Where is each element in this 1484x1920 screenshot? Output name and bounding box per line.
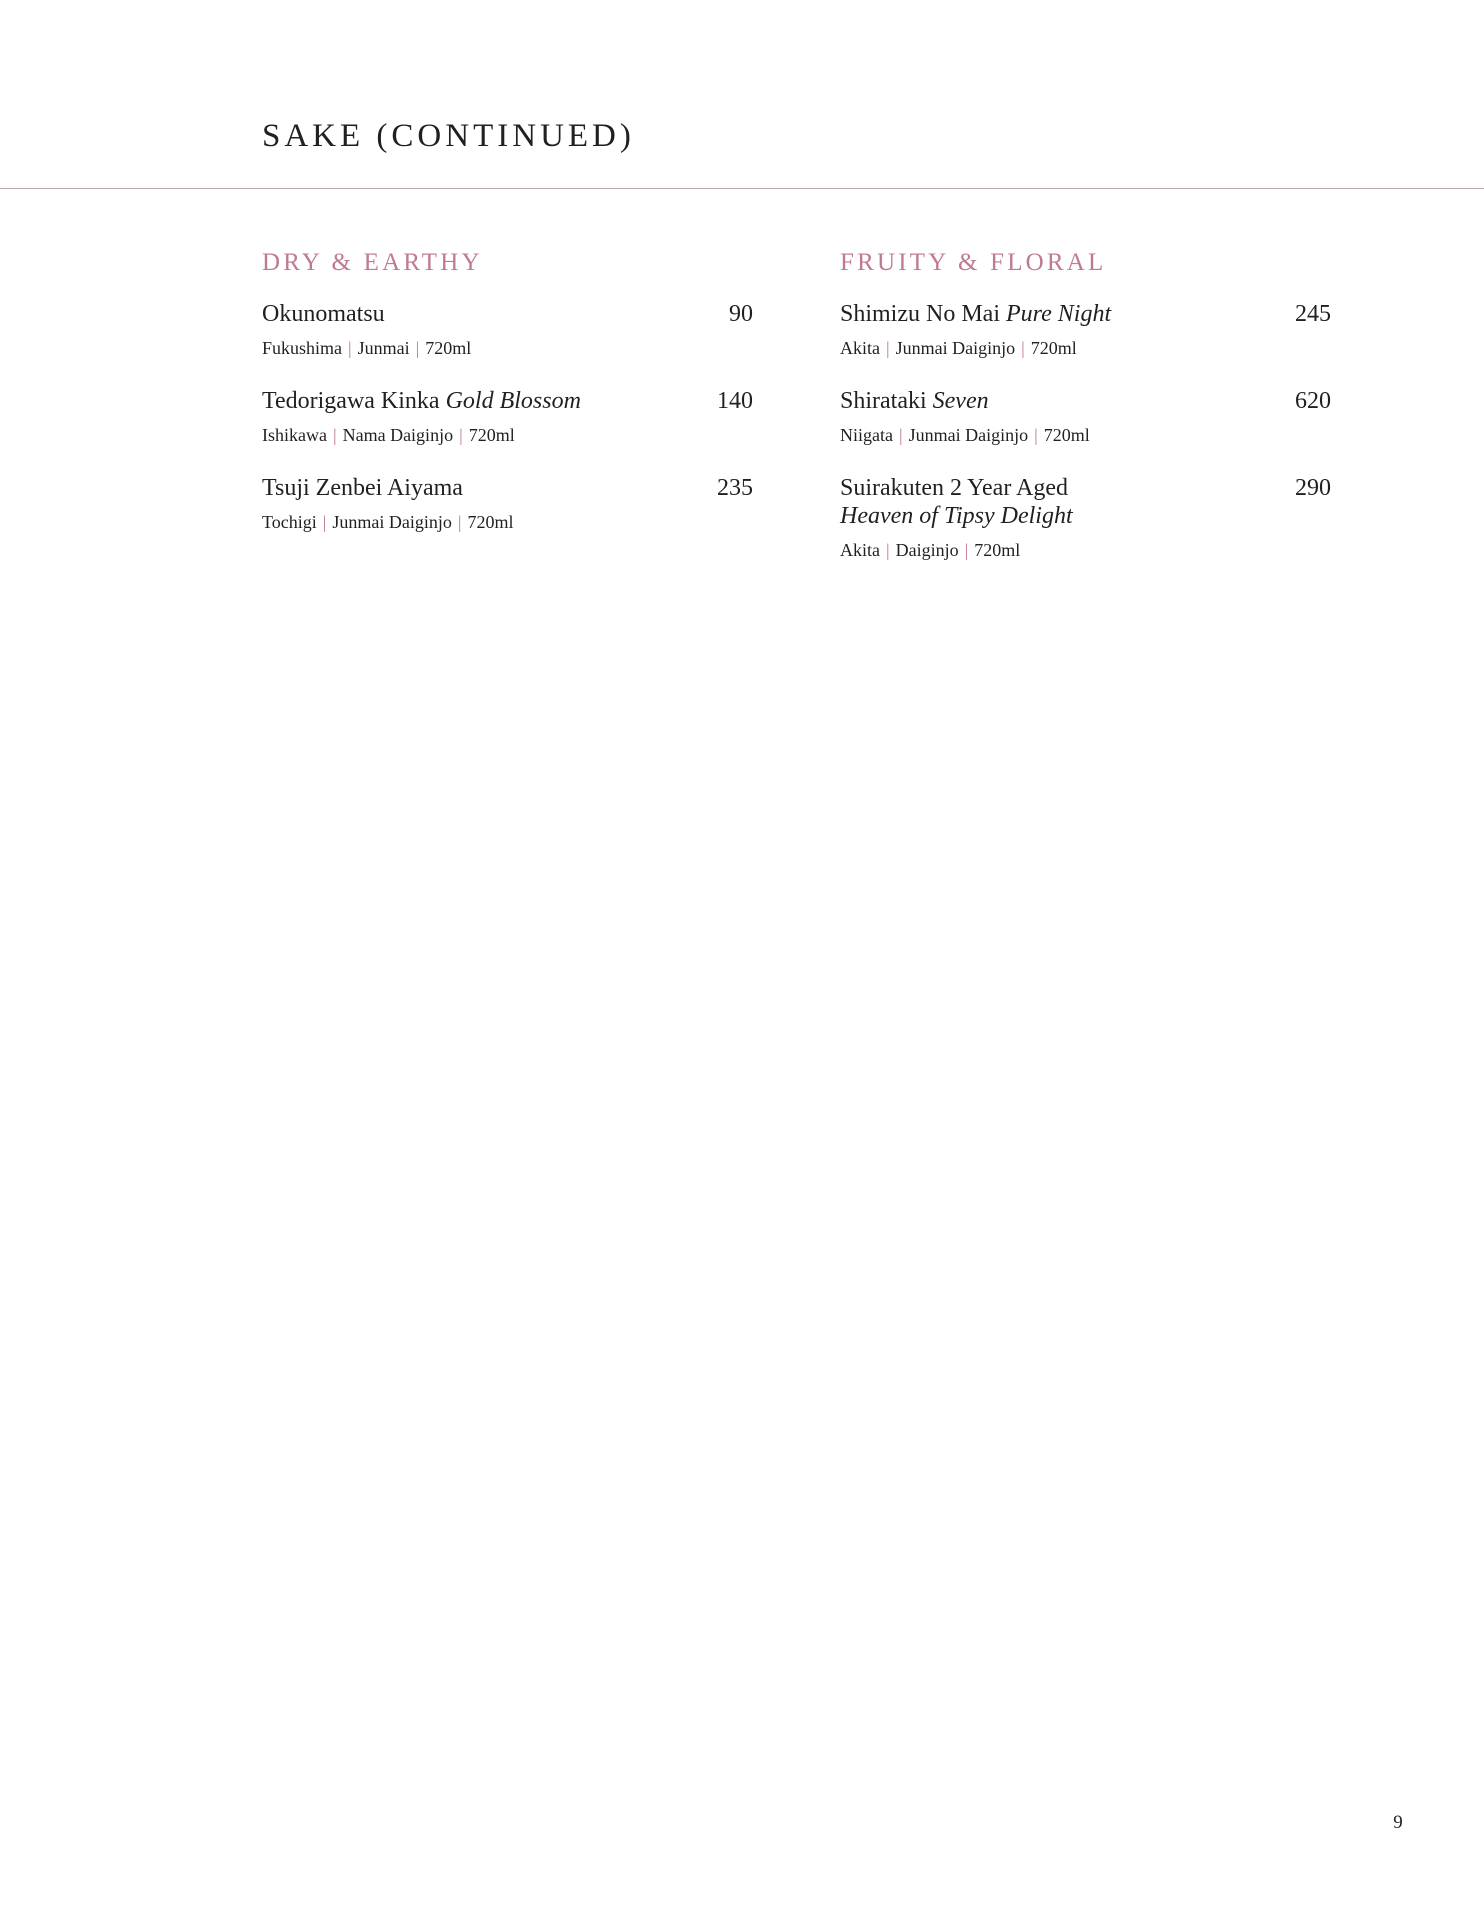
item-name: Suirakuten 2 Year Aged Heaven of Tipsy Delight [840,475,1073,529]
item-name: Shimizu No Mai Pure Night [840,301,1112,327]
menu-item [262,387,753,446]
item-style: Junmai Daiginjo [908,425,1029,445]
menu-item [840,300,1331,359]
item-size: 720ml [425,338,472,358]
item-name: Shirataki Seven [840,388,989,414]
item-size: 720ml [974,540,1021,560]
separator: | [886,338,890,358]
separator: | [322,512,327,532]
menu-item [262,474,753,533]
item-details [840,337,1331,359]
section-heading: FRUITY & FLORAL [840,249,1107,276]
item-region: Niigata [840,425,893,445]
item-region: Ishikawa [262,425,327,445]
item-region: Tochigi [262,512,317,532]
item-subname: Gold Blossom [445,388,581,414]
separator: | [964,540,969,560]
header-divider [0,188,1484,189]
item-name: Tsuji Zenbei Aiyama [262,475,463,501]
separator: | [886,540,890,560]
item-style: Junmai Daiginjo [895,338,1016,358]
item-subname: Pure Night [1006,301,1112,327]
item-details [262,511,753,533]
item-style: Junmai Daiginjo [332,512,452,532]
item-size: 720ml [468,425,515,445]
separator: | [348,338,352,358]
item-subname: Heaven of Tipsy Delight [840,503,1073,529]
item-details [840,424,1331,446]
item-style: Junmai [357,338,410,358]
item-region: Akita [840,540,880,560]
section-dry-earthy [262,248,753,561]
item-price: 245 [1295,301,1331,327]
separator: | [898,425,903,445]
item-size: 720ml [467,512,514,532]
item-price: 235 [717,475,753,501]
menu-item [262,300,753,359]
section-heading: DRY & EARTHY [262,249,483,276]
item-details [262,337,753,359]
item-price: 620 [1295,388,1331,414]
separator: | [415,338,420,358]
item-details [840,539,1331,561]
item-region: Akita [840,338,880,358]
item-subname: Seven [932,388,989,414]
item-size: 720ml [1043,425,1090,445]
page-number: 9 [1393,1812,1403,1833]
item-region: Fukushima [262,338,343,358]
item-price: 90 [729,301,753,327]
separator: | [459,425,463,445]
separator: | [457,512,462,532]
item-size: 720ml [1030,338,1077,358]
item-name: Okunomatsu [262,301,385,327]
section-fruity-floral [840,248,1331,589]
page-title: SAKE (CONTINUED) [262,118,635,154]
item-style: Nama Daiginjo [342,425,454,445]
item-price: 290 [1295,475,1331,501]
item-style: Daiginjo [895,540,959,560]
separator: | [1034,425,1038,445]
item-price: 140 [717,388,753,414]
menu-item [840,387,1331,446]
item-name: Tedorigawa Kinka Gold Blossom [262,388,581,414]
menu-item [840,474,1331,561]
item-details [262,424,753,446]
separator: | [1021,338,1025,358]
separator: | [332,425,337,445]
